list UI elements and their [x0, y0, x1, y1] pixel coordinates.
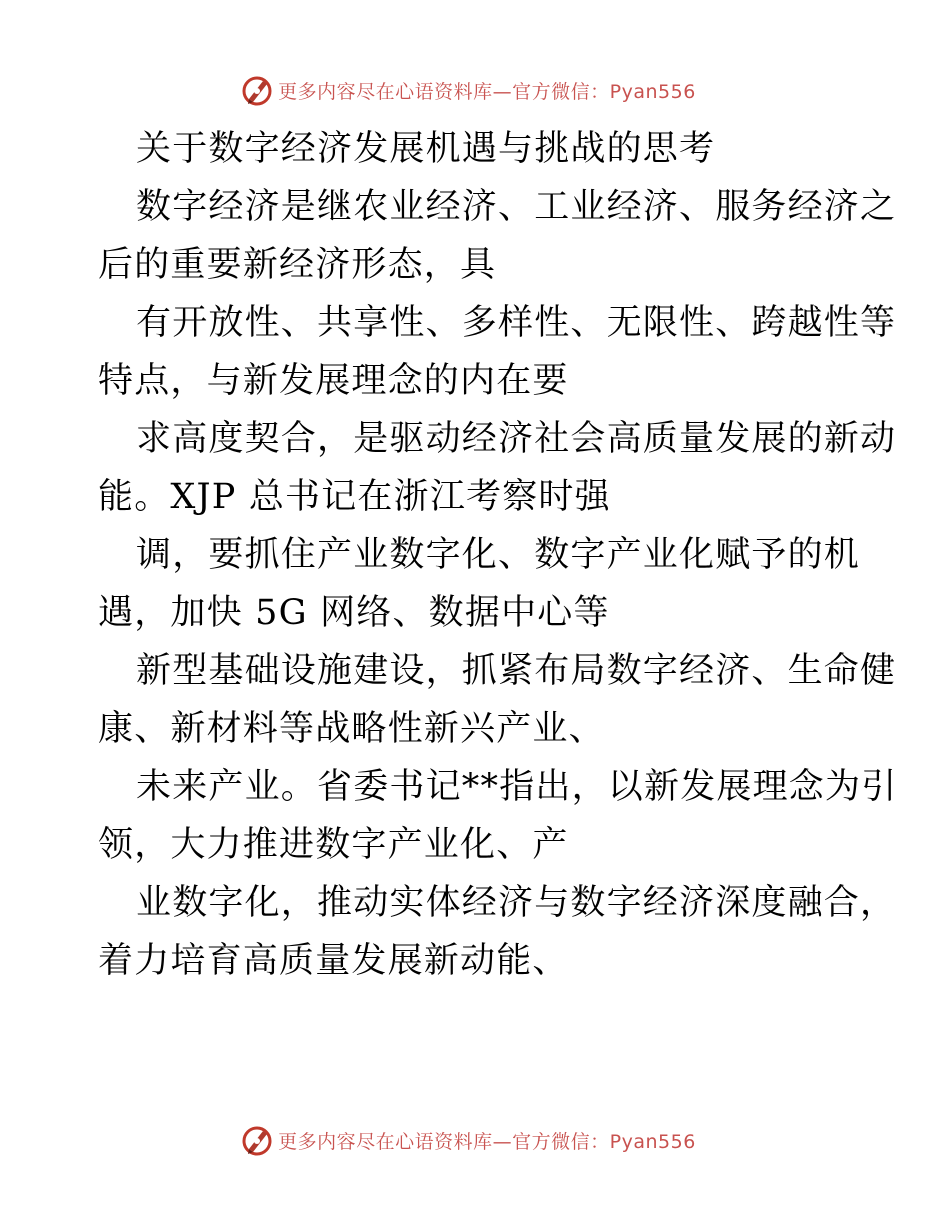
text-line: 遇，加快 5G 网络、数据中心等: [98, 593, 610, 633]
text-line: 能。XJP 总书记在浙江考察时强: [98, 477, 611, 517]
text-line: 调，要抓住产业数字化、数字产业化赋予的机: [136, 535, 861, 575]
footer-watermark: [0, 1122, 950, 1158]
text-line: 康、新材料等战略性新兴产业、: [98, 709, 605, 749]
text-line: 未来产业。省委书记**指出，以新发展理念为引: [136, 767, 898, 807]
text-line: 有开放性、共享性、多样性、无限性、跨越性等: [136, 303, 897, 343]
pen-logo-icon: [240, 1123, 274, 1157]
text-line: 后的重要新经济形态，具: [98, 245, 497, 285]
text-line: 着力培育高质量发展新动能、: [98, 941, 569, 981]
text-line: 特点，与新发展理念的内在要: [98, 361, 569, 401]
text-line: 关于数字经济发展机遇与挑战的思考: [136, 129, 716, 169]
header-watermark: [0, 72, 950, 108]
document-body: [98, 120, 898, 990]
text-line: 新型基础设施建设，抓紧布局数字经济、生命健: [136, 651, 897, 691]
watermark-text: 更多内容尽在心语资料库—官方微信：Pyan556: [278, 1130, 696, 1153]
text-line: 求高度契合，是驱动经济社会高质量发展的新动: [136, 419, 897, 459]
pen-logo-icon: [240, 73, 274, 107]
watermark-text: 更多内容尽在心语资料库—官方微信：Pyan556: [278, 80, 696, 103]
text-line: 数字经济是继农业经济、工业经济、服务经济之: [136, 187, 897, 227]
watermark-group: [240, 73, 696, 107]
text-line: 业数字化，推动实体经济与数字经济深度融合，: [136, 883, 897, 923]
text-line: 领，大力推进数字产业化、产: [98, 825, 569, 865]
watermark-group: [240, 1123, 696, 1157]
